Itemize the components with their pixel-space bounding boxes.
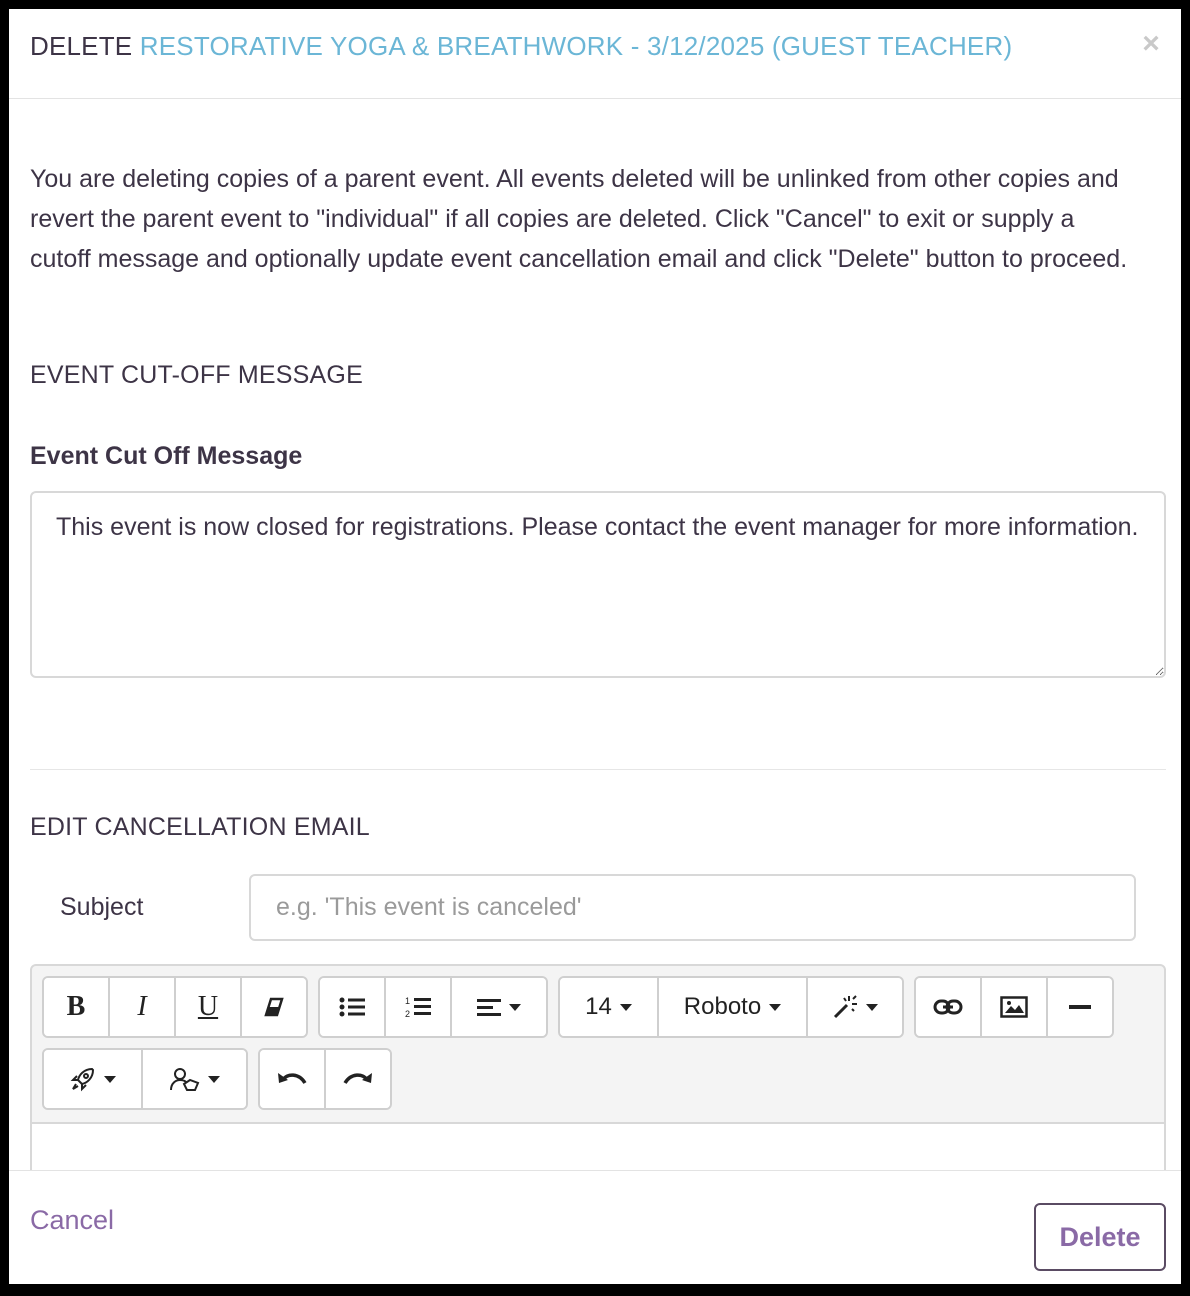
italic-button[interactable] xyxy=(110,978,176,1036)
bold-button[interactable] xyxy=(44,978,110,1036)
user-tag-icon xyxy=(170,1067,200,1091)
chevron-down-icon xyxy=(769,1004,781,1011)
modal-title xyxy=(30,31,1012,62)
modal-header xyxy=(9,9,1181,99)
bold-icon: B xyxy=(66,991,86,1022)
modal-footer xyxy=(9,1170,1181,1284)
font-size-value: 14 xyxy=(585,993,612,1020)
modal-body xyxy=(30,99,1166,1022)
title-prefix: DELETE xyxy=(30,31,133,61)
intro-text: You are deleting copies of a parent event. All events deleted will be unlinked from other copies and revert the parent event to "individual" if all copies are deleted. Click "Cancel" to exit or supply a cutoff message and optionally update event cancellation email and click "Delete" button to proceed. xyxy=(30,165,1128,273)
delete-event-modal xyxy=(9,9,1181,1284)
insert-button-group xyxy=(914,976,1114,1038)
redo-button[interactable] xyxy=(326,1050,390,1108)
chevron-down-icon xyxy=(104,1076,116,1083)
chevron-down-icon xyxy=(208,1076,220,1083)
ordered-list-button[interactable] xyxy=(386,978,452,1036)
chevron-down-icon xyxy=(620,1004,632,1011)
unordered-list-button[interactable] xyxy=(320,978,386,1036)
image-icon xyxy=(1000,996,1028,1018)
horizontal-rule-icon xyxy=(1069,1004,1091,1010)
link-icon xyxy=(933,998,963,1016)
merge-tag-dropdown[interactable] xyxy=(143,1050,246,1108)
paragraph-button-group xyxy=(318,976,548,1038)
close-button[interactable]: × xyxy=(1142,27,1160,60)
font-button-group xyxy=(558,976,904,1038)
undo-button[interactable] xyxy=(260,1050,326,1108)
undo-icon xyxy=(277,1069,307,1089)
align-icon xyxy=(477,997,501,1017)
unordered-list-icon xyxy=(339,996,365,1018)
cancel-link[interactable]: Cancel xyxy=(30,1205,115,1235)
italic-icon: I xyxy=(137,991,147,1022)
chevron-down-icon xyxy=(509,1004,521,1011)
magic-style-dropdown[interactable] xyxy=(808,978,902,1036)
chevron-down-icon xyxy=(866,1004,878,1011)
font-family-value: Roboto xyxy=(683,993,762,1020)
ordered-list-icon xyxy=(405,995,431,1019)
svg-text:1: 1 xyxy=(405,996,411,1006)
image-button[interactable] xyxy=(982,978,1048,1036)
rocket-dropdown[interactable] xyxy=(44,1050,143,1108)
magic-wand-icon xyxy=(832,994,858,1020)
cutoff-section-heading: EVENT CUT-OFF MESSAGE xyxy=(30,361,363,389)
section-divider xyxy=(30,769,1166,770)
history-button-group xyxy=(258,1048,392,1110)
align-dropdown[interactable] xyxy=(452,978,546,1036)
cutoff-field-label: Event Cut Off Message xyxy=(30,442,303,470)
svg-text:2: 2 xyxy=(405,1009,411,1019)
email-section-heading: EDIT CANCELLATION EMAIL xyxy=(30,813,370,841)
underline-icon: U xyxy=(197,991,219,1022)
style-button-group xyxy=(42,976,308,1038)
horizontal-rule-button[interactable] xyxy=(1048,978,1112,1036)
rocket-icon xyxy=(70,1066,96,1092)
font-family-dropdown[interactable] xyxy=(659,978,808,1036)
eraser-icon xyxy=(263,996,285,1018)
extras-button-group xyxy=(42,1048,248,1110)
link-button[interactable] xyxy=(916,978,982,1036)
subject-label: Subject xyxy=(60,893,144,921)
cutoff-message-textarea[interactable] xyxy=(30,491,1166,678)
redo-icon xyxy=(343,1069,373,1089)
font-size-dropdown[interactable] xyxy=(560,978,659,1036)
event-name: RESTORATIVE YOGA & BREATHWORK - 3/12/2025 (GUEST TEACHER) xyxy=(139,31,1013,61)
clear-format-button[interactable] xyxy=(242,978,306,1036)
delete-button[interactable]: Delete xyxy=(1034,1203,1166,1271)
subject-input[interactable] xyxy=(249,874,1136,941)
underline-button[interactable] xyxy=(176,978,242,1036)
